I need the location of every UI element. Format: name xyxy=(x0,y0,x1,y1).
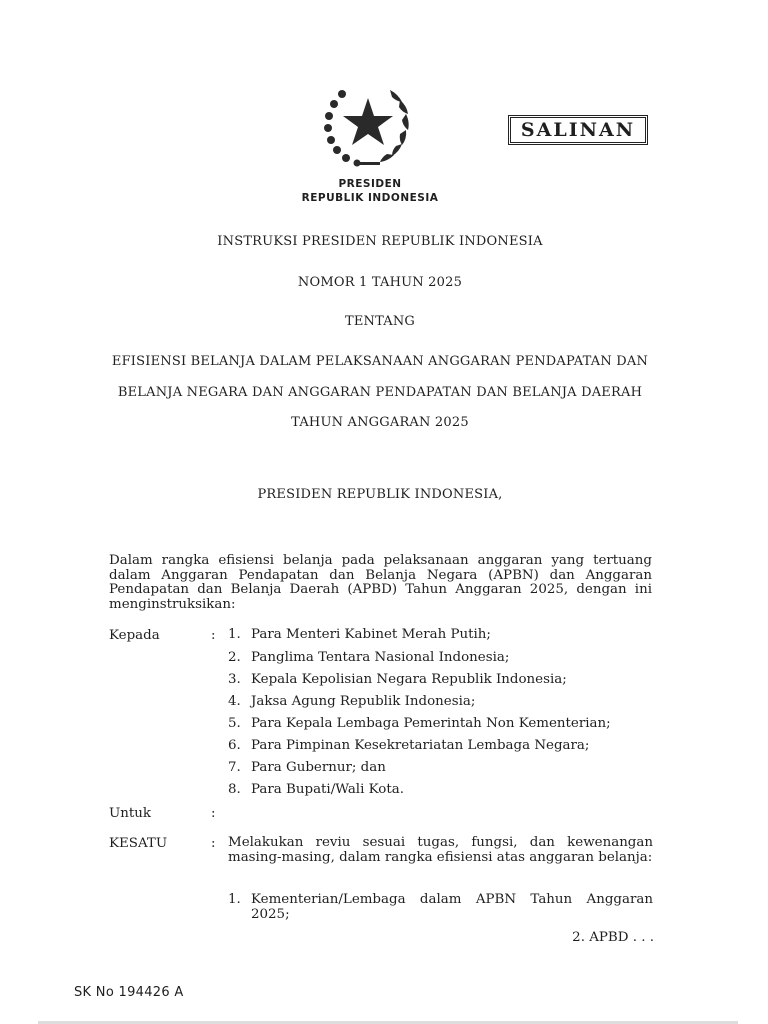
office-line-president: PRESIDEN xyxy=(338,178,402,190)
untuk-label: Untuk xyxy=(109,806,152,821)
recipient-number: 3. xyxy=(228,672,241,687)
sub-item-number: 1. xyxy=(228,892,241,907)
title-line-2: NOMOR 1 TAHUN 2025 xyxy=(297,275,463,290)
kepada-label: Kepada xyxy=(109,628,160,643)
preamble-paragraph: Dalam rangka efisiensi belanja pada pelaksanaan anggaran yang tertuang dalam Anggaran Pendapatan dan Belanja Negara (APBN) dan Anggaran Pendapatan dan Belanja Daerah (APBD) Tahun Anggaran 2025, dengan ini menginstruksikan: xyxy=(109,553,652,612)
title-line-3: TENTANG xyxy=(344,314,416,329)
kesatu-label: KESATU xyxy=(109,836,168,851)
garuda-star-emblem-icon xyxy=(318,76,418,172)
recipient-item xyxy=(228,673,567,688)
recipient-number: 4. xyxy=(228,694,241,709)
recipient-number: 7. xyxy=(228,760,241,775)
kesatu-colon: : xyxy=(211,836,216,851)
recipient-item xyxy=(228,739,589,754)
recipient-text: Para Bupati/Wali Kota. xyxy=(251,782,404,797)
recipient-text: Para Gubernur; dan xyxy=(251,760,386,775)
sub-item-text: Kementerian/Lembaga dalam APBN Tahun Anggaran 2025; xyxy=(251,892,653,922)
recipient-number: 8. xyxy=(228,782,241,797)
title-line-4: EFISIENSI BELANJA DALAM PELAKSANAAN ANGGARAN PENDAPATAN DAN xyxy=(111,354,649,369)
recipient-number: 6. xyxy=(228,738,241,753)
recipient-number: 1. xyxy=(228,627,241,642)
salinan-stamp: SALINAN xyxy=(508,115,648,145)
recipient-number: 2. xyxy=(228,650,241,665)
recipient-item xyxy=(228,628,491,643)
recipient-number: 5. xyxy=(228,716,241,731)
recipient-text: Jaksa Agung Republik Indonesia; xyxy=(251,694,476,709)
issuer-line: PRESIDEN REPUBLIK INDONESIA, xyxy=(257,487,503,502)
office-line-republic: REPUBLIK INDONESIA xyxy=(301,192,439,204)
kepada-colon: : xyxy=(211,628,216,643)
recipient-text: Para Kepala Lembaga Pemerintah Non Kementerian; xyxy=(251,716,611,731)
recipient-item xyxy=(228,717,611,732)
kesatu-paragraph: Melakukan reviu sesuai tugas, fungsi, dan kewenangan masing-masing, dalam rangka efisiensi atas anggaran belanja: xyxy=(228,835,653,865)
untuk-colon: : xyxy=(211,806,216,821)
title-line-1: INSTRUKSI PRESIDEN REPUBLIK INDONESIA xyxy=(217,234,543,249)
title-line-6: TAHUN ANGGARAN 2025 xyxy=(291,415,469,430)
recipient-text: Para Pimpinan Kesekretariatan Lembaga Negara; xyxy=(251,738,590,753)
kesatu-sub-item xyxy=(228,893,653,922)
recipient-item xyxy=(228,695,475,710)
continuation-marker: 2. APBD . . . xyxy=(572,930,654,945)
title-line-5: BELANJA NEGARA DAN ANGGARAN PENDAPATAN DAN BELANJA DAERAH xyxy=(117,385,643,400)
document-code: SK No 194426 A xyxy=(74,985,184,1000)
recipient-text: Panglima Tentara Nasional Indonesia; xyxy=(251,650,510,665)
recipient-item xyxy=(228,761,386,776)
recipient-item xyxy=(228,783,404,798)
recipient-text: Kepala Kepolisian Negara Republik Indonesia; xyxy=(251,672,567,687)
recipient-text: Para Menteri Kabinet Merah Putih; xyxy=(251,627,491,642)
recipient-item xyxy=(228,651,509,666)
